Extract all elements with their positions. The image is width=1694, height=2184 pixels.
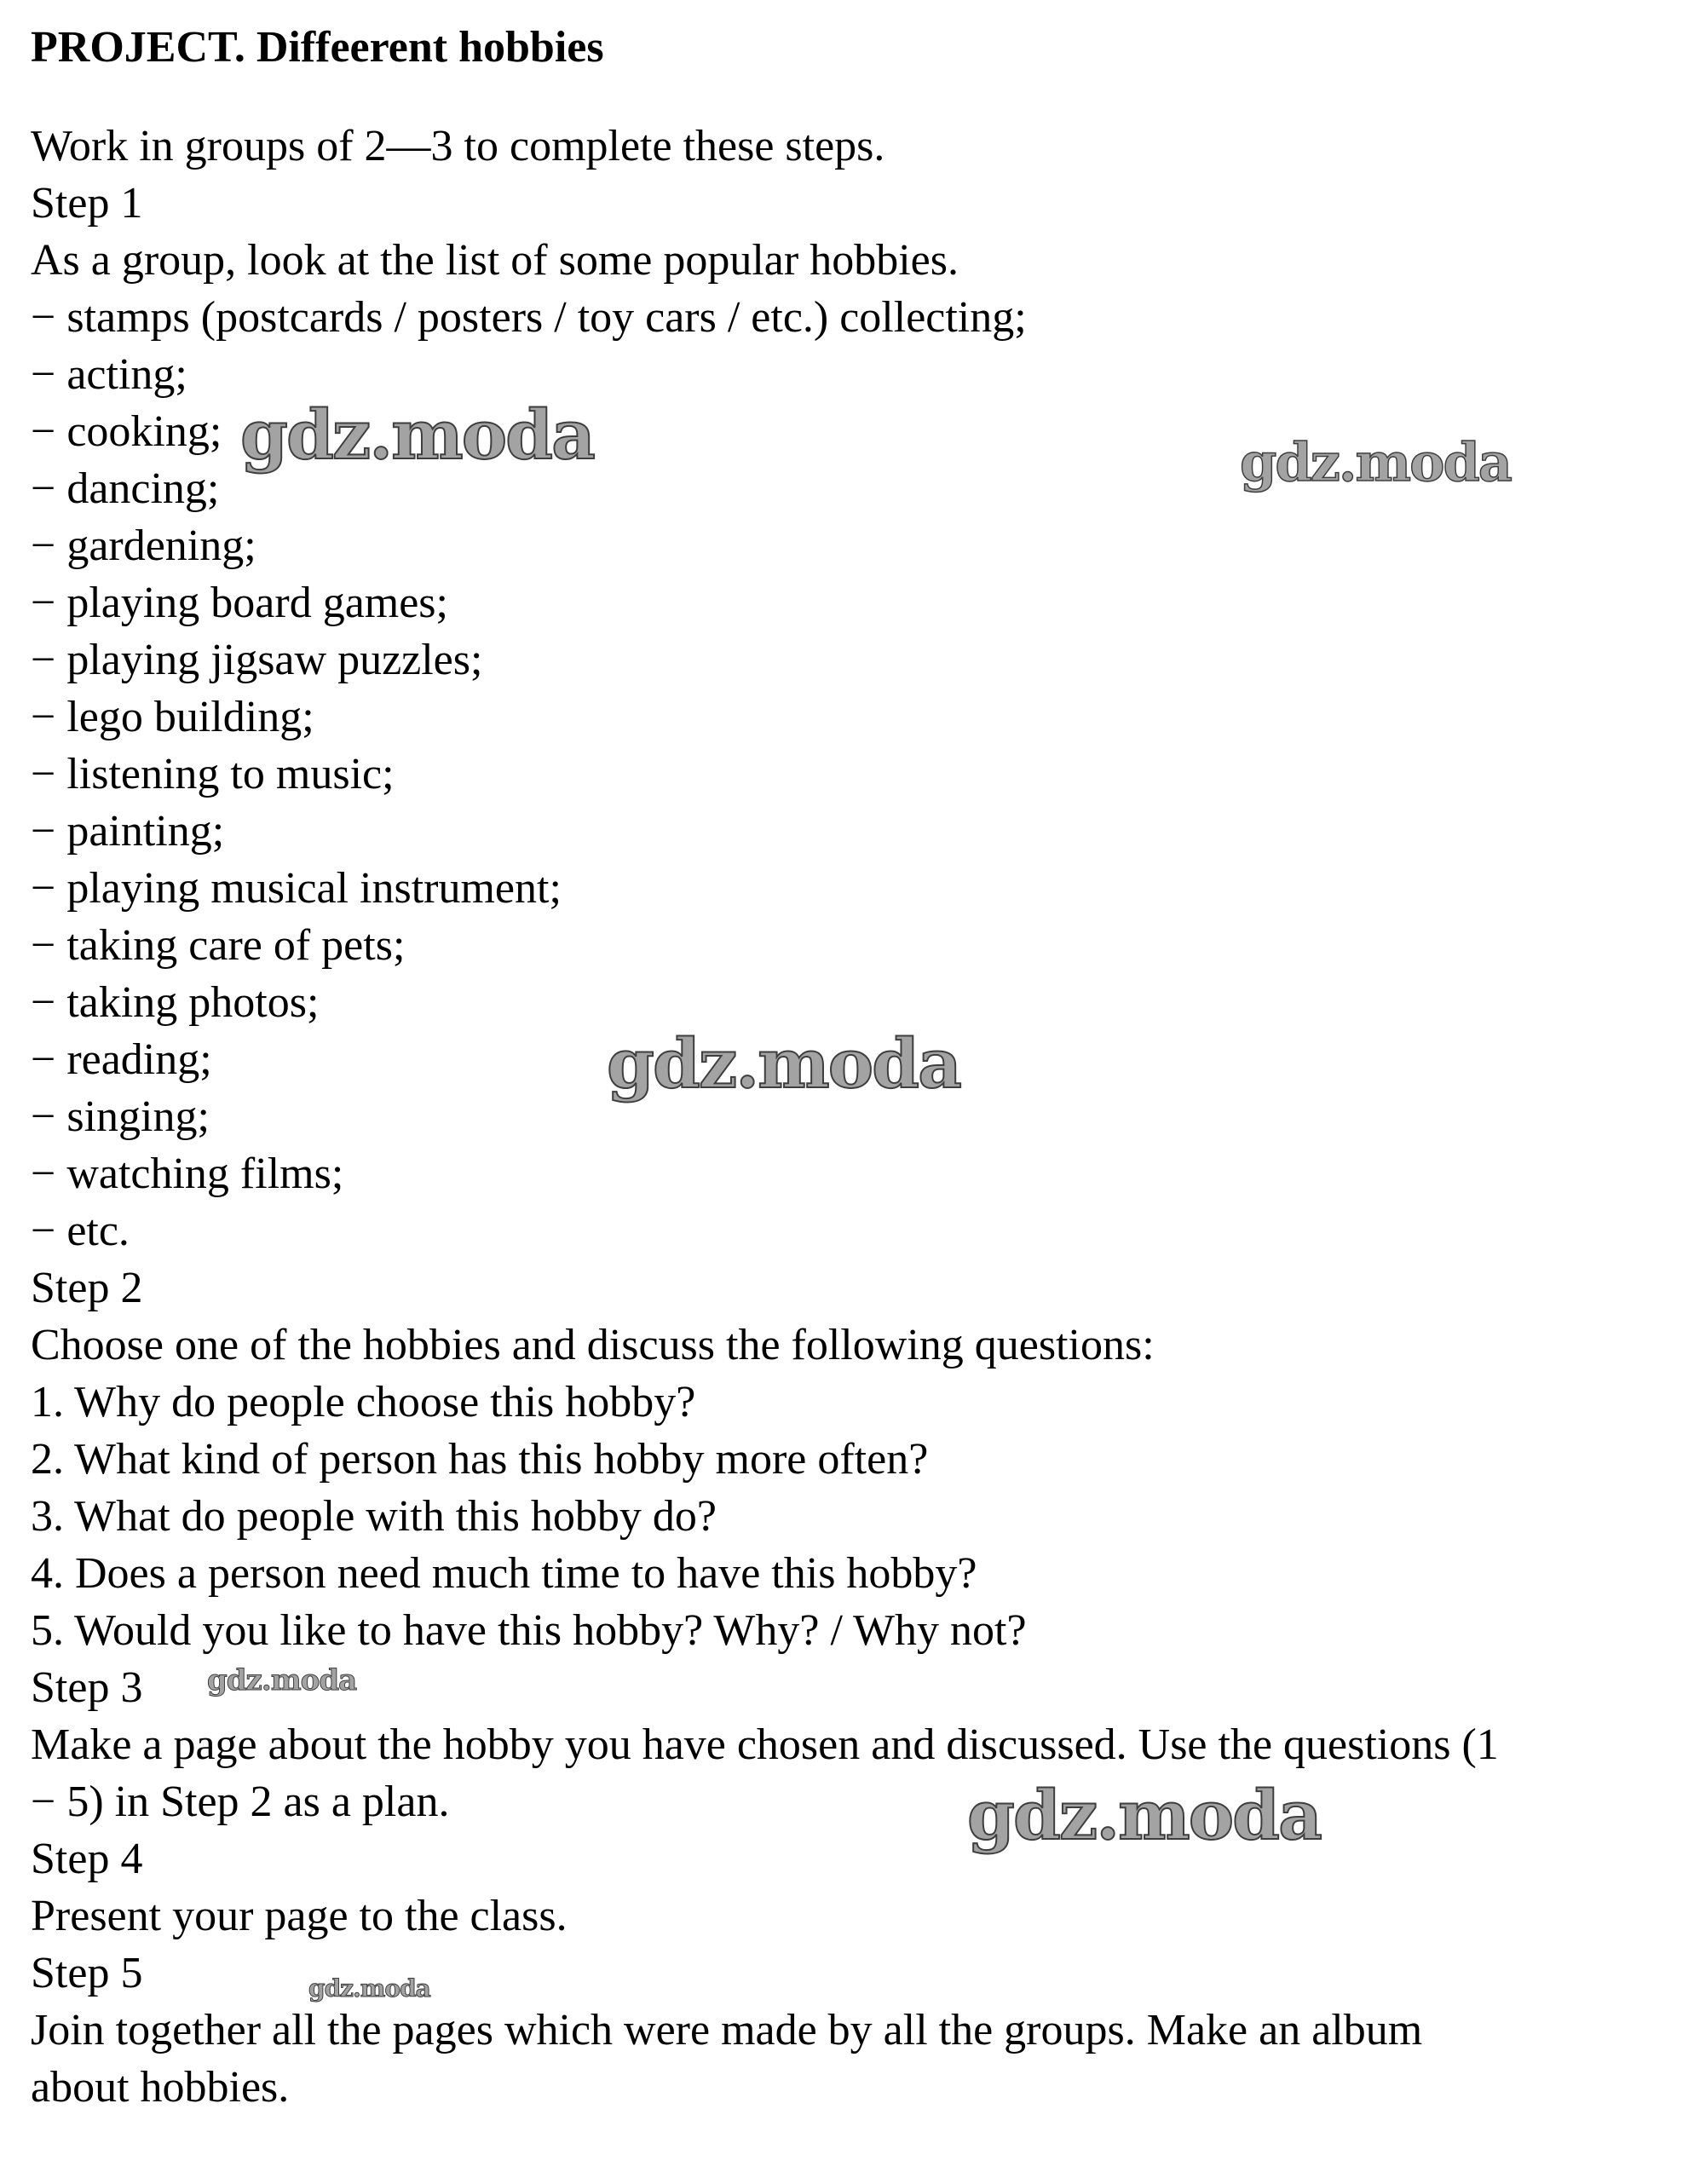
question-item: 3. What do people with this hobby do?	[31, 1492, 717, 1541]
step-1-instruction: As a group, look at the list of some popular hobbies.	[31, 236, 959, 285]
hobby-list-item: − taking photos;	[31, 978, 320, 1027]
hobby-list-item: − acting;	[31, 350, 187, 399]
step-3-instruction: Make a page about the hobby you have chosen and discussed. Use the questions (1	[31, 1720, 1499, 1769]
step-4-instruction: Present your page to the class.	[31, 1892, 568, 1940]
question-item: 2. What kind of person has this hobby more often?	[31, 1435, 929, 1484]
step-3-instruction-continued: − 5) in Step 2 as a plan.	[31, 1778, 450, 1826]
step-5-instruction-continued: about hobbies.	[31, 2063, 290, 2112]
question-item: 5. Would you like to have this hobby? Why? / Why not?	[31, 1606, 1027, 1655]
hobby-list-item: − playing board games;	[31, 579, 448, 627]
page-title: PROJECT. Diffeerent hobbies	[31, 23, 604, 72]
hobby-list-item: − watching films;	[31, 1150, 344, 1198]
intro-instruction: Work in groups of 2—3 to complete these steps.	[31, 122, 885, 170]
watermark: gdz.moda	[1240, 431, 1511, 493]
step-4-heading: Step 4	[31, 1835, 143, 1883]
watermark: gdz.moda	[607, 1023, 960, 1104]
step-3-heading: Step 3	[31, 1663, 143, 1712]
question-item: 4. Does a person need much time to have this hobby?	[31, 1549, 977, 1598]
hobby-list-item: − gardening;	[31, 522, 256, 570]
watermark: gdz.moda	[207, 1663, 357, 1697]
question-item: 1. Why do people choose this hobby?	[31, 1378, 696, 1426]
hobby-list-item: − singing;	[31, 1092, 210, 1141]
watermark: gdz.moda	[308, 1974, 430, 2002]
watermark: gdz.moda	[240, 395, 594, 475]
hobby-list-item: − taking care of pets;	[31, 921, 406, 970]
watermark: gdz.moda	[967, 1775, 1321, 1855]
hobby-list-item: − painting;	[31, 807, 225, 856]
hobby-list-item: − dancing;	[31, 464, 220, 513]
step-5-instruction: Join together all the pages which were made by all the groups. Make an album	[31, 2006, 1423, 2054]
step-1-heading: Step 1	[31, 179, 143, 228]
step-2-heading: Step 2	[31, 1264, 143, 1312]
hobby-list-item: − listening to music;	[31, 750, 395, 798]
hobby-list-item: − playing musical instrument;	[31, 864, 562, 913]
step-5-heading: Step 5	[31, 1949, 143, 1997]
step-2-instruction: Choose one of the hobbies and discuss the following questions:	[31, 1321, 1155, 1369]
hobby-list-item: − playing jigsaw puzzles;	[31, 636, 483, 684]
hobby-list-item: − stamps (postcards / posters / toy cars / etc.) collecting;	[31, 293, 1027, 342]
hobby-list-item: − etc.	[31, 1207, 130, 1255]
hobby-list-item: − cooking;	[31, 407, 222, 456]
hobby-list-item: − lego building;	[31, 693, 314, 741]
hobby-list-item: − reading;	[31, 1035, 212, 1084]
